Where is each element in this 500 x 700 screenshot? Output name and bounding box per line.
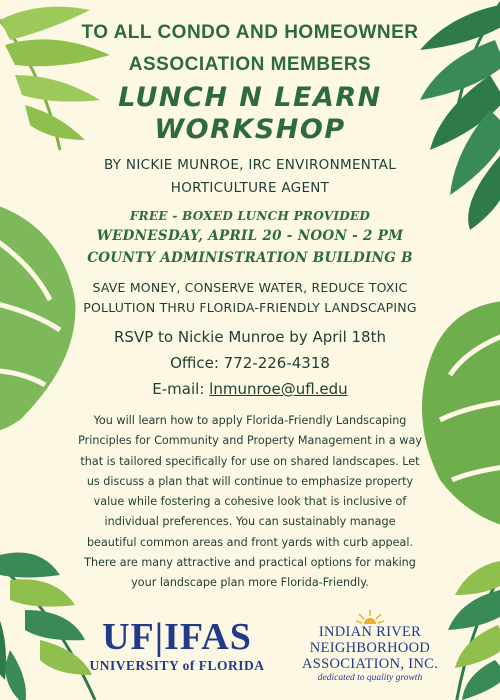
description-line: us discuss a plan that will continue to emphasize property xyxy=(86,474,414,488)
event-location: COUNTY ADMINISTRATION BUILDING B xyxy=(87,250,413,266)
irna-logo xyxy=(300,610,440,683)
irna-name-line3: ASSOCIATION, INC. xyxy=(301,656,438,672)
office-phone: Office: 772-226-4318 xyxy=(170,354,330,372)
email-link[interactable]: lnmunroe@ufl.edu xyxy=(209,380,348,398)
description-line: value while fostering a cohesive look that is inclusive of xyxy=(93,495,407,509)
uf-ifas-wordmark: UF|IFAS xyxy=(102,616,252,658)
email-label: E-mail: xyxy=(152,380,210,398)
audience-heading-line1: TO ALL CONDO AND HOMEOWNER xyxy=(81,22,419,43)
description-line: There are many attractive and practical options for making xyxy=(84,556,416,570)
sun-icon xyxy=(355,610,385,624)
email-line xyxy=(0,380,500,398)
presenter-line1: BY NICKIE MUNROE, IRC ENVIRONMENTAL xyxy=(103,157,397,173)
free-lunch-note: FREE - BOXED LUNCH PROVIDED xyxy=(129,209,371,223)
benefits-line2: POLLUTION THRU FLORIDA-FRIENDLY LANDSCAPING xyxy=(83,300,417,315)
workshop-title-line2: WORKSHOP xyxy=(154,114,346,145)
description-paragraph xyxy=(55,411,445,594)
irna-name-line1: INDIAN RIVER xyxy=(318,624,422,640)
benefits-line1: SAVE MONEY, CONSERVE WATER, REDUCE TOXIC xyxy=(92,280,408,295)
event-date-time: WEDNESDAY, APRIL 20 - NOON - 2 PM xyxy=(96,228,404,244)
irna-tagline: dedicated to quality growth xyxy=(317,673,423,683)
rsvp-line: RSVP to Nickie Munroe by April 18th xyxy=(114,328,386,346)
uf-ifas-logo xyxy=(82,618,272,674)
description-line: beautiful common areas and front yards with curb appeal. xyxy=(86,535,414,549)
presenter-line2: HORTICULTURE AGENT xyxy=(170,180,330,196)
description-line: You will learn how to apply Florida-Friendly Landscaping xyxy=(93,414,407,427)
description-line: your landscape plan more Florida-Friendly. xyxy=(131,576,369,590)
audience-heading-line2: ASSOCIATION MEMBERS xyxy=(128,54,372,75)
description-line: individual preferences. You can sustainably manage xyxy=(104,515,396,529)
uf-ifas-subtitle: UNIVERSITY of FLORIDA xyxy=(89,658,265,673)
description-line: that is tailored specifically for use on shared landscapes. Let xyxy=(80,454,420,468)
description-line: Principles for Community and Property Management in a way xyxy=(78,434,422,448)
irna-name-line2: NEIGHBORHOOD xyxy=(309,640,431,656)
workshop-title-line1: LUNCH N LEARN xyxy=(118,82,382,113)
